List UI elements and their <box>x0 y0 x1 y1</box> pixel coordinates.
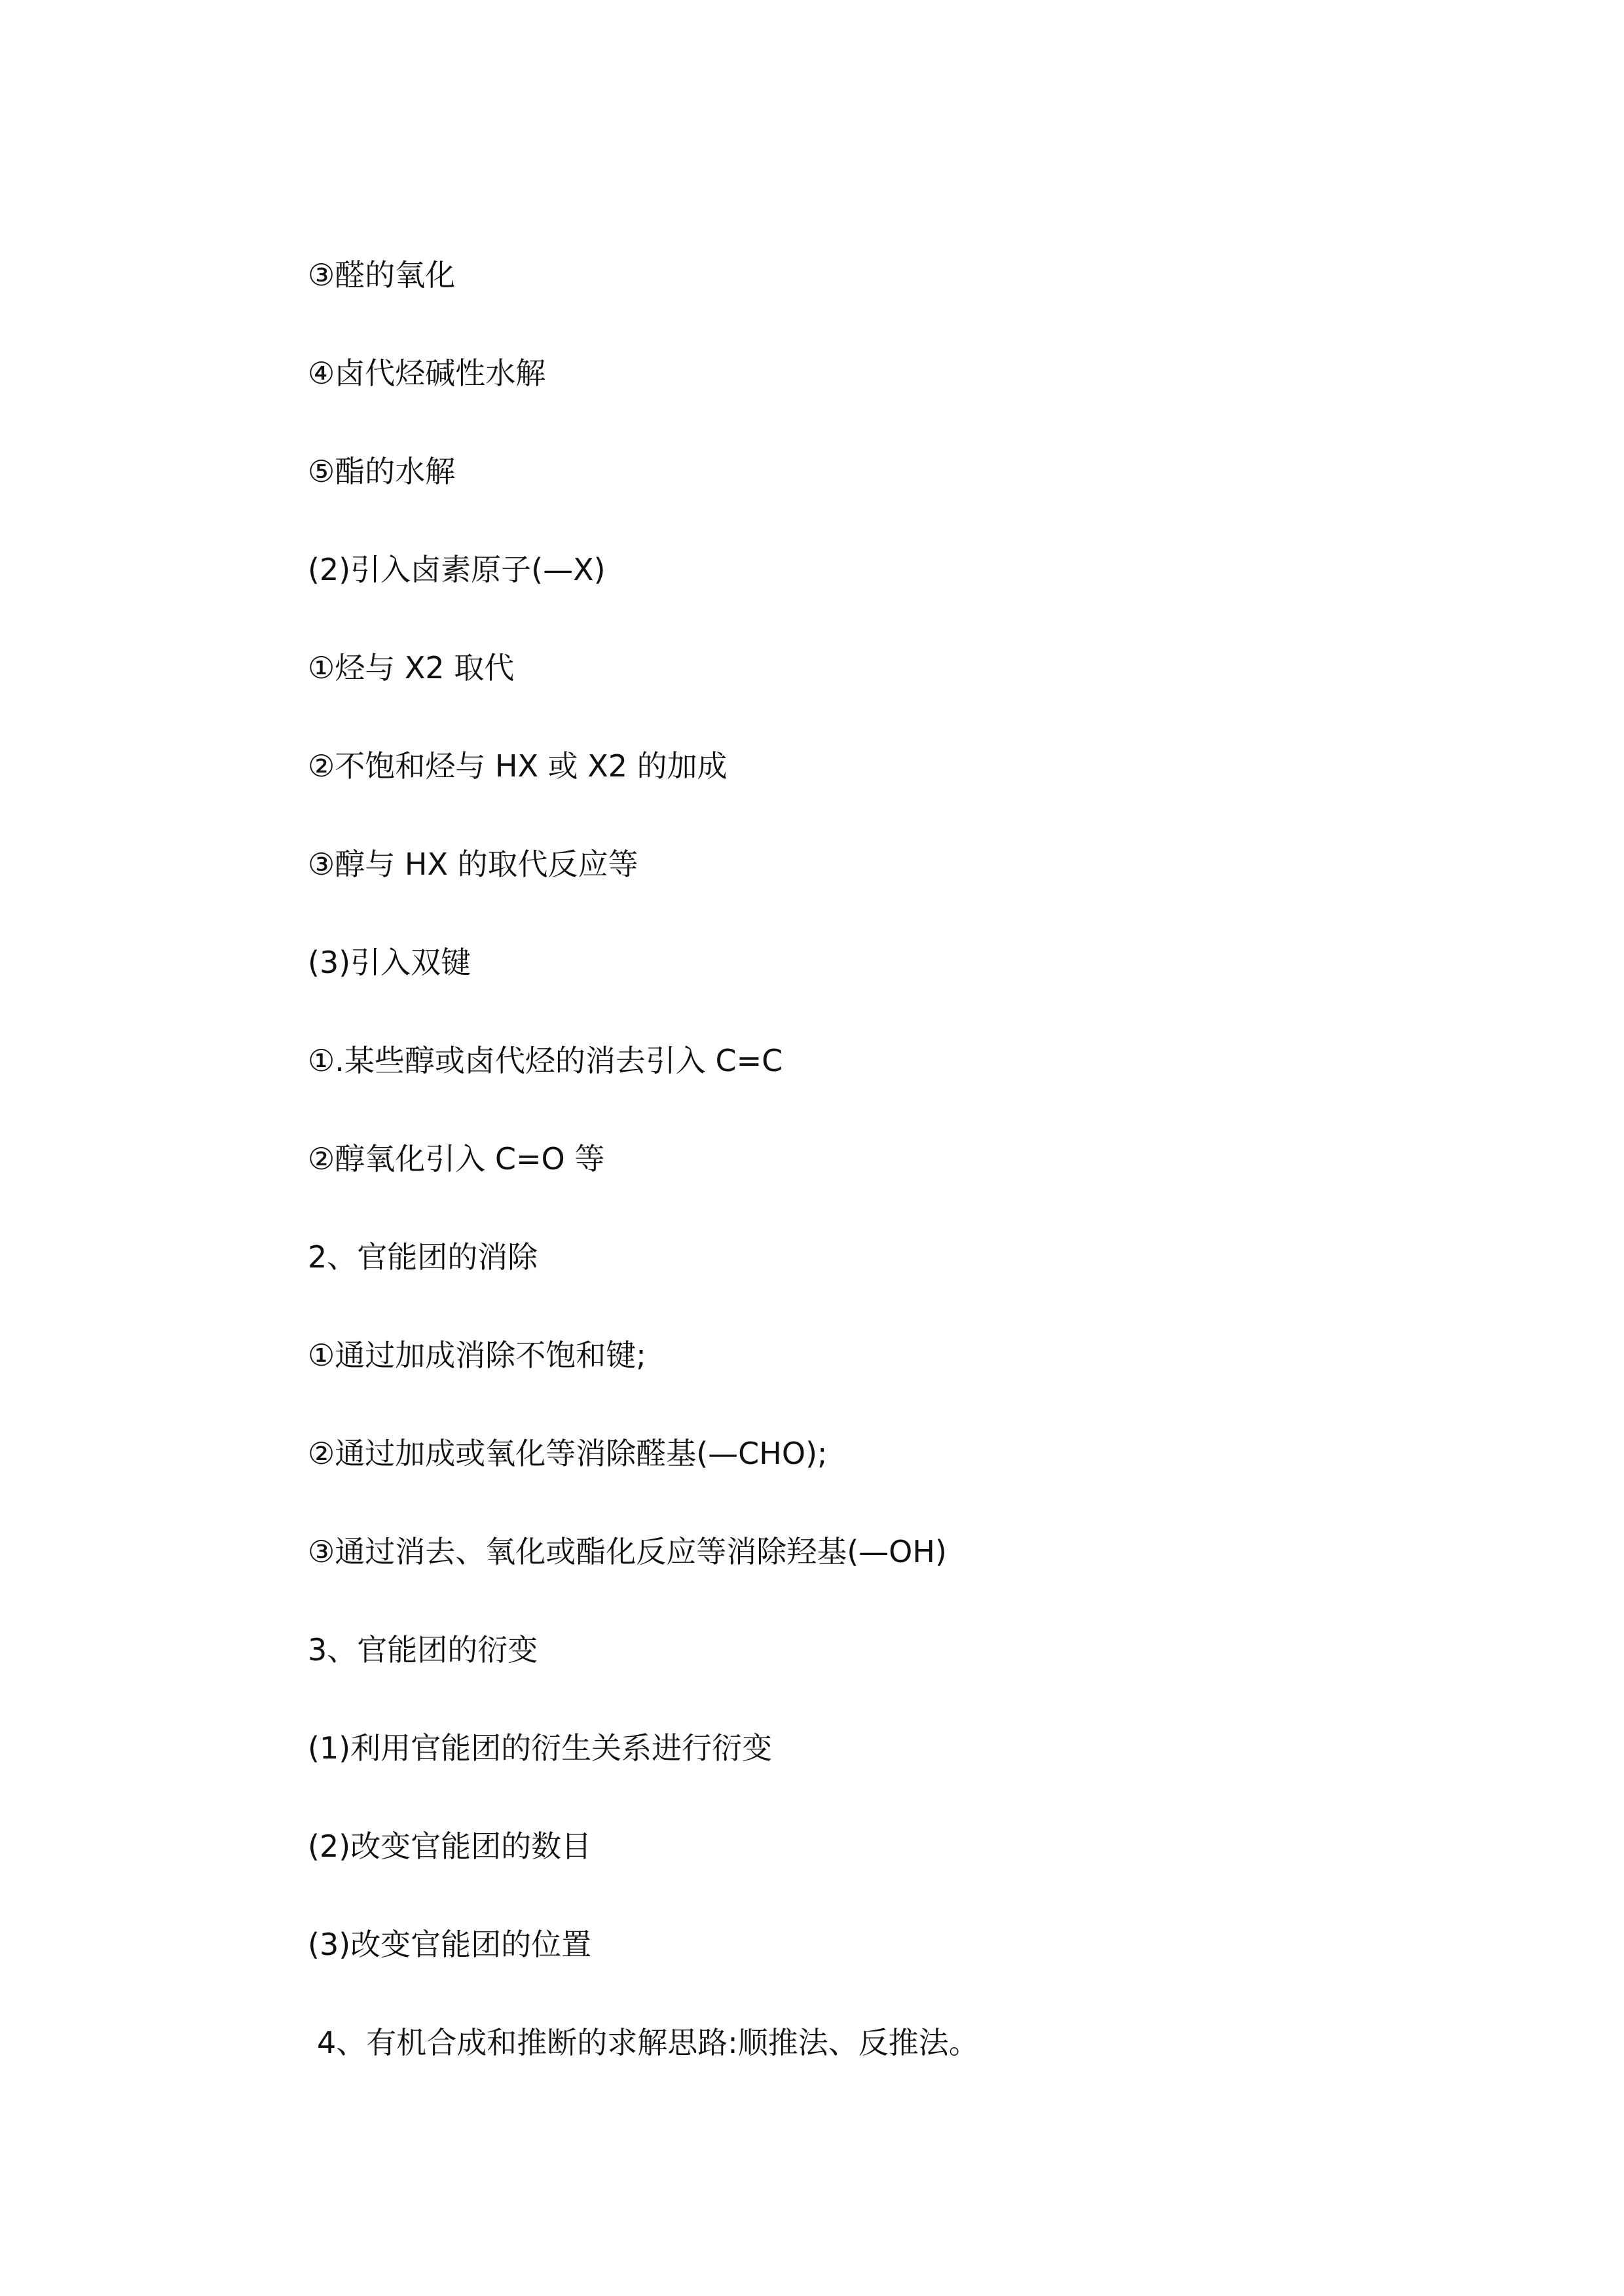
section-heading-group-transformation: 3、官能团的衍变 <box>308 1632 538 1667</box>
text-line-introduce-halogen: (2)引入卤素原子(—X) <box>308 552 606 587</box>
text-line-haloalkane-hydrolysis: ④卤代烃碱性水解 <box>308 355 546 391</box>
text-line-oxidation-co: ②醇氧化引入 C=O 等 <box>308 1141 605 1176</box>
section-heading-solution-approach: 4、有机合成和推断的求解思路:顺推法、反推法。 <box>317 2025 979 2060</box>
text-line-remove-aldehyde-group: ②通过加成或氧化等消除醛基(—CHO); <box>308 1436 828 1471</box>
text-line-remove-hydroxyl-group: ③通过消去、氧化或酯化反应等消除羟基(—OH) <box>308 1534 947 1569</box>
section-heading-group-removal: 2、官能团的消除 <box>308 1239 538 1275</box>
text-line-change-group-count: (2)改变官能团的数目 <box>308 1829 592 1864</box>
text-line-aldehyde-oxidation: ③醛的氧化 <box>308 257 456 293</box>
text-line-introduce-double-bond: (3)引入双键 <box>308 945 471 980</box>
text-line-elimination-cc: ①.某些醇或卤代烃的消去引入 C=C <box>308 1043 783 1078</box>
text-line-unsaturated-addition: ②不饱和烃与 HX 或 X2 的加成 <box>308 748 728 784</box>
text-line-hydrocarbon-substitution: ①烃与 X2 取代 <box>308 650 515 685</box>
text-line-ester-hydrolysis: ⑤酯的水解 <box>308 454 456 489</box>
text-line-alcohol-substitution: ③醇与 HX 的取代反应等 <box>308 847 638 882</box>
text-line-remove-unsaturated-bond: ①通过加成消除不饱和键; <box>308 1338 646 1373</box>
text-line-derivation-relationship: (1)利用官能团的衍生关系进行衍变 <box>308 1730 773 1766</box>
text-line-change-group-position: (3)改变官能团的位置 <box>308 1927 592 1962</box>
